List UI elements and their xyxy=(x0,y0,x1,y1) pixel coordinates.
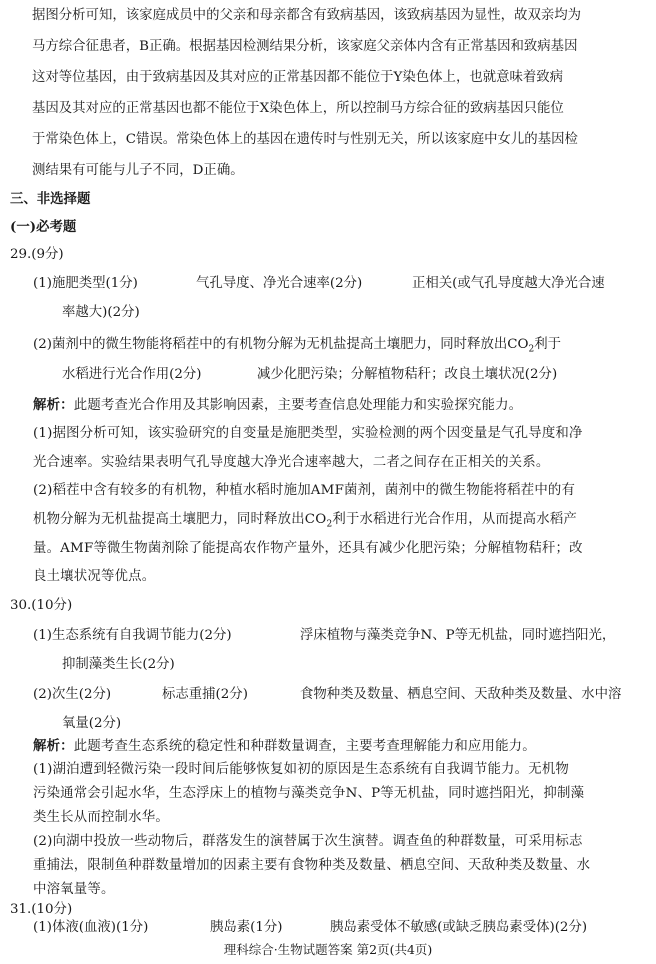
intro-line-5: 于常染色体上，C错误。常染色体上的基因在遗传时与性别无关，所以该家庭中女儿的基因检 xyxy=(32,132,578,147)
q29-analysis: 解析：此题考查光合作用及其影响因素，主要考查信息处理能力和实验探究能力。 xyxy=(33,397,523,413)
q29-explain-1a: (1)据图分析可知，该实验研究的自变量是施肥类型，实验检测的两个因变量是气孔导度和净 xyxy=(33,426,583,441)
q29-answer-2b: 水稻进行光合作用(2分) xyxy=(62,367,202,382)
q29-answer-1b: 气孔导度、净光合速率(2分) xyxy=(196,276,363,291)
q29-explain-2a: (2)稻茬中含有较多的有机物，种植水稻时施加AMF菌剂，菌剂中的微生物能将稻茬中的有 xyxy=(33,483,576,498)
q30-explain-1b: 污染通常会引起水华，生态浮床上的植物与藻类竞争N、P等无机盐，同时遮挡阳光，抑制藻 xyxy=(33,786,585,801)
q29-explain-1b: 光合速率。实验结果表明气孔导度越大净光合速率越大，二者之间存在正相关的关系。 xyxy=(33,455,550,470)
intro-line-2: 马方综合征患者，B正确。根据基因检测结果分析，该家庭父亲体内含有正常基因和致病基因 xyxy=(32,39,578,54)
q30-explain-2a: (2)向湖中投放一些动物后，群落发生的演替属于次生演替。调查鱼的种群数量，可采用标志 xyxy=(33,834,583,849)
q31-heading: 31.(10分) xyxy=(10,902,73,917)
q31-answer-1b: 胰岛素(1分) xyxy=(210,920,283,935)
q31-answer-1a: (1)体液(血液)(1分) xyxy=(33,920,149,935)
q29-heading: 29.(9分) xyxy=(10,247,64,262)
intro-line-1: 据图分析可知，该家庭成员中的父亲和母亲都含有致病基因，该致病基因为显性，故双亲均为 xyxy=(32,8,582,23)
q30-explain-2b: 重捕法，限制鱼种群数量增加的因素主要有食物种类及数量、栖息空间、天敌种类及数量、水 xyxy=(33,858,591,873)
q29-explain-2b: 机物分解为无机盐提高土壤肥力，同时释放出$CO_2$利于水稻进行光合作用，从而提高水稻产 xyxy=(33,512,578,530)
page-footer: 理科综合·生物试题答案 第2页(共4页) xyxy=(223,942,433,957)
q29-answer-1d: 率越大)(2分) xyxy=(62,305,140,320)
q29-explain-2c: 量。AMF等微生物菌剂除了能提高农作物产量外，还具有减少化肥污染；分解植物秸秆；改 xyxy=(33,541,583,556)
q29-answer-1a: (1)施肥类型(1分) xyxy=(33,276,138,291)
subsection-heading: (一)必考题 xyxy=(10,219,77,235)
q30-answer-2a: (2)次生(2分) xyxy=(33,687,112,702)
q30-answer-1c: 抑制藻类生长(2分) xyxy=(62,657,175,672)
section-heading: 三、非选择题 xyxy=(10,191,91,207)
q29-explain-2d: 良土壤状况等优点。 xyxy=(33,569,156,584)
q30-answer-2b: 标志重捕(2分) xyxy=(162,687,248,702)
q30-answer-1a: (1)生态系统有自我调节能力(2分) xyxy=(33,628,232,643)
q30-analysis: 解析：此题考查生态系统的稳定性和种群数量调查，主要考查理解能力和应用能力。 xyxy=(33,738,536,754)
q29-answer-2c: 减少化肥污染；分解植物秸秆；改良土壤状况(2分) xyxy=(257,367,558,382)
q30-explain-2c: 中溶氧量等。 xyxy=(33,882,115,897)
q30-answer-2d: 氧量(2分) xyxy=(62,716,122,731)
q31-answer-1c: 胰岛素受体不敏感(或缺乏胰岛素受体)(2分) xyxy=(330,920,588,935)
intro-line-6: 测结果有可能与儿子不同，D正确。 xyxy=(32,163,244,178)
q30-answer-1b: 浮床植物与藻类竞争N、P等无机盐，同时遮挡阳光， xyxy=(300,628,616,643)
q30-explain-1c: 类生长从而控制水华。 xyxy=(33,810,169,825)
q29-answer-1c: 正相关(或气孔导度越大净光合速 xyxy=(412,276,605,291)
q30-explain-1a: (1)湖泊遭到轻微污染一段时间后能够恢复如初的原因是生态系统有自我调节能力。无机物 xyxy=(33,762,570,777)
intro-line-4: 基因及其对应的正常基因也都不能位于X染色体上，所以控制马方综合征的致病基因只能位 xyxy=(32,101,564,116)
intro-line-3: 这对等位基因，由于致病基因及其对应的正常基因都不能位于Y染色体上，也就意味着致病 xyxy=(32,70,564,85)
q30-answer-2c: 食物种类及数量、栖息空间、天敌种类及数量、水中溶 xyxy=(300,687,622,702)
q29-answer-2a: (2)菌剂中的微生物能将稻茬中的有机物分解为无机盐提高土壤肥力，同时释放出$CO_2$利于 xyxy=(33,337,561,355)
q30-heading: 30.(10分) xyxy=(10,598,73,613)
